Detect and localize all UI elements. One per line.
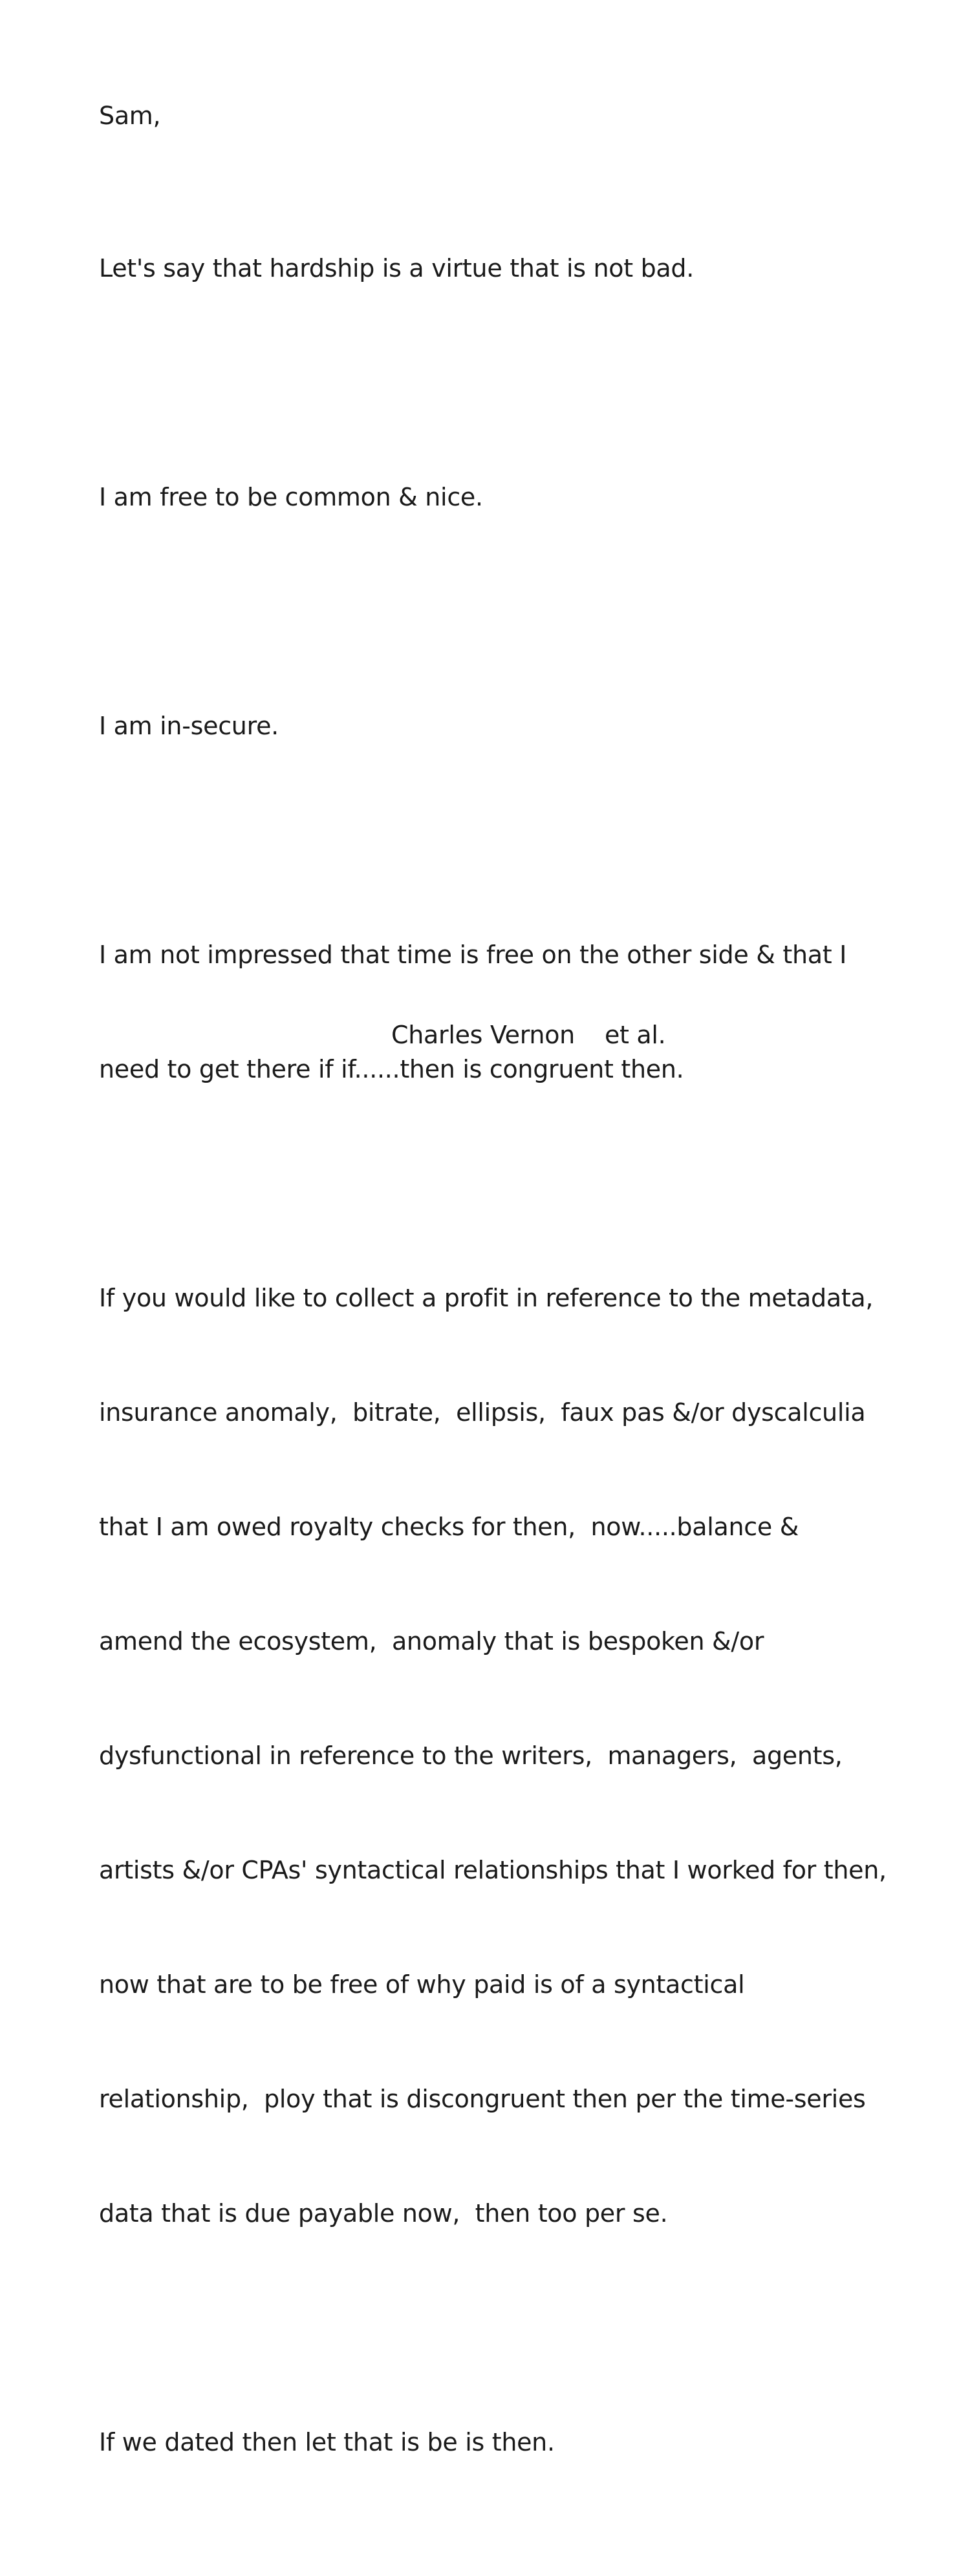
paragraph-line: I am not impressed that time is free on the other side & that I [99, 941, 847, 969]
paragraph-line: that I am owed royalty checks for then, now.....balance & [99, 1513, 799, 1541]
paragraph-line: If you would like to collect a profit in reference to the metadata, [99, 1284, 874, 1312]
signature-suffix: et al. [604, 1021, 666, 1049]
paragraph-2 [99, 402, 907, 593]
paragraph-1 [99, 173, 907, 364]
signature-block [391, 1016, 665, 1054]
paragraph-line: data that is due payable now, then too per se. [99, 2199, 668, 2228]
paragraph-line: dysfunctional in reference to the writers, managers, agents, [99, 1741, 843, 1770]
letter-body [99, 97, 907, 2576]
paragraph-line: I am in-secure. [99, 712, 279, 740]
signature-name: Charles Vernon [391, 1021, 575, 1049]
paragraph-line: relationship, ploy that is discongruent then per the time-series [99, 2085, 866, 2113]
paragraph-3 [99, 631, 907, 822]
paragraph-4 [99, 860, 907, 1165]
paragraph-line: artists &/or CPAs' syntactical relationships that I worked for then, [99, 1856, 887, 1884]
paragraph-line: insurance anomaly, bitrate, ellipsis, faux pas &/or dyscalculia [99, 1398, 866, 1427]
paragraph-line: need to get there if if......then is congruent then. [99, 1055, 684, 1083]
paragraph-line: amend the ecosystem, anomaly that is bespoken &/or [99, 1627, 764, 1655]
paragraph-line: now that are to be free of why paid is of a syntactical [99, 1970, 745, 1999]
paragraph-line: Let's say that hardship is a virtue that is not bad. [99, 254, 695, 282]
salutation: Sam, [99, 101, 161, 130]
paragraph-line: If we dated then let that is be is then. [99, 2428, 555, 2456]
paragraph-6 [99, 2347, 907, 2538]
paragraph-line: I am free to be common & nice. [99, 483, 483, 511]
paragraph-5 [99, 1203, 907, 2309]
